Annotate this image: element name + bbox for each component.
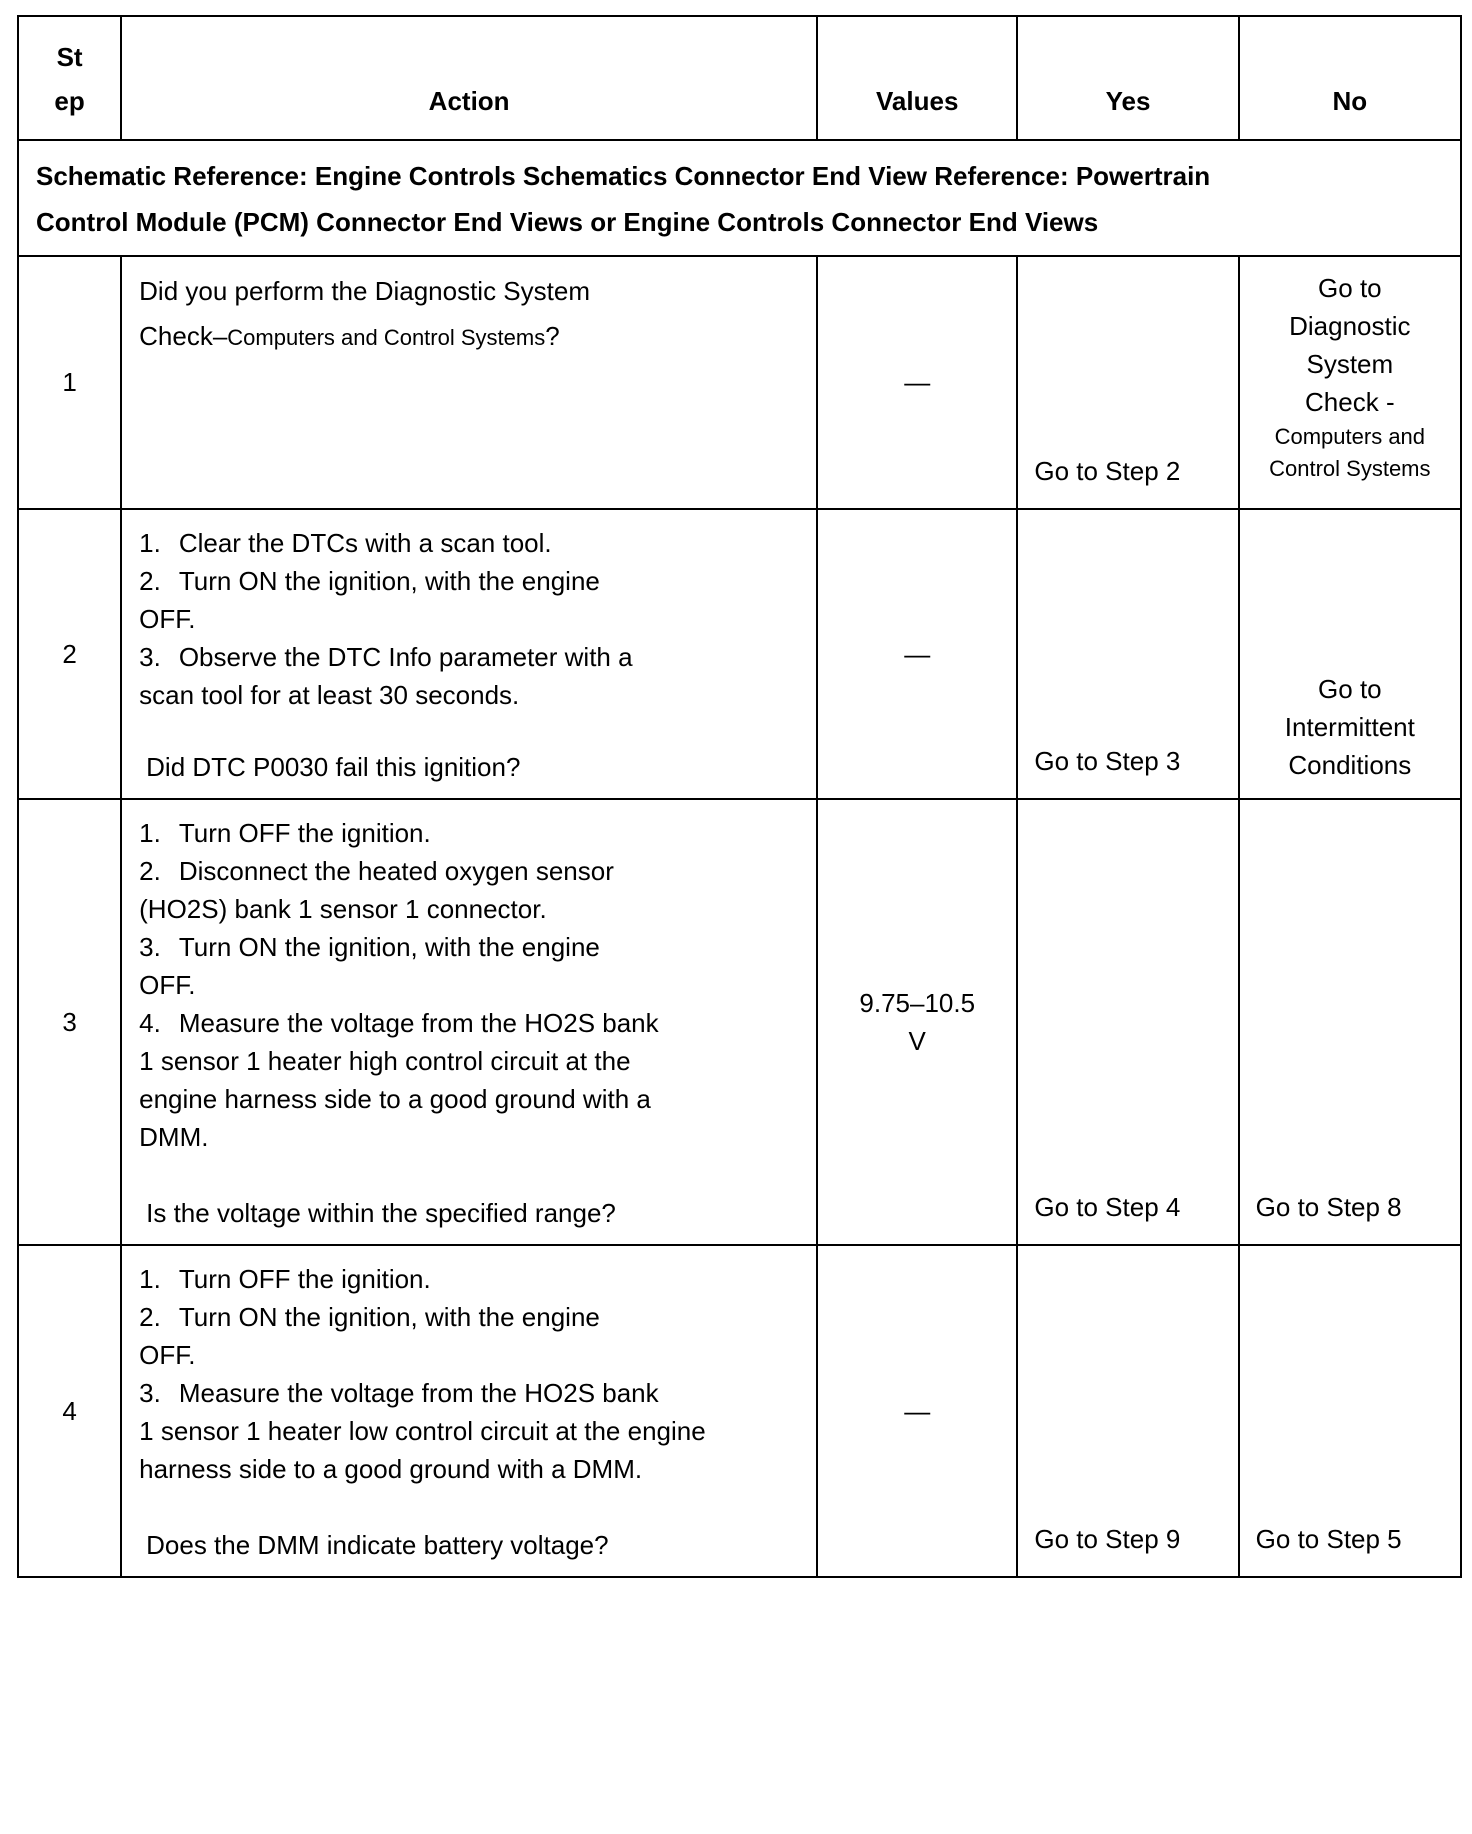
value-cell: — bbox=[817, 509, 1017, 799]
no-cell: Go to Diagnostic System Check - Computers and Control Systems bbox=[1239, 256, 1461, 509]
list-item: 4. Measure the voltage from the HO2S bank 1 sensor 1 heater high control circuit at the engine harness side to a good ground with a DMM. bbox=[139, 1008, 659, 1152]
list-item: 2. Turn ON the ignition, with the engine OFF. bbox=[139, 1302, 600, 1370]
action-cell bbox=[121, 256, 817, 509]
action-cell bbox=[121, 509, 817, 799]
list-item: 2. Disconnect the heated oxygen sensor (HO2S) bank 1 sensor 1 connector. bbox=[139, 856, 614, 924]
list-item: 3. Measure the voltage from the HO2S bank 1 sensor 1 heater low control circuit at the engine harness side to a good ground with a DMM. bbox=[139, 1378, 706, 1484]
header-yes: Yes bbox=[1017, 16, 1238, 140]
list-item: 1. Turn OFF the ignition. bbox=[139, 1264, 431, 1294]
no-cell: Go to Intermittent Conditions bbox=[1239, 509, 1461, 799]
value-cell: — bbox=[817, 256, 1017, 509]
header-step: St ep bbox=[18, 16, 121, 140]
list-item: 1. Clear the DTCs with a scan tool. bbox=[139, 528, 552, 558]
header-no: No bbox=[1239, 16, 1461, 140]
step-number: 1 bbox=[18, 256, 121, 509]
table-row bbox=[18, 799, 1461, 1245]
yes-cell: Go to Step 2 bbox=[1017, 256, 1238, 509]
diagnostic-table bbox=[17, 15, 1462, 1578]
yes-cell: Go to Step 3 bbox=[1017, 509, 1238, 799]
question-text: Does the DMM indicate battery voltage? bbox=[146, 1530, 609, 1560]
yes-cell: Go to Step 4 bbox=[1017, 799, 1238, 1245]
list-item: 3. Observe the DTC Info parameter with a scan tool for at least 30 seconds. bbox=[139, 642, 633, 710]
yes-cell: Go to Step 9 bbox=[1017, 1245, 1238, 1577]
no-cell: Go to Step 5 bbox=[1239, 1245, 1461, 1577]
question-text: Is the voltage within the specified range? bbox=[146, 1198, 616, 1228]
no-cell: Go to Step 8 bbox=[1239, 799, 1461, 1245]
header-values: Values bbox=[817, 16, 1017, 140]
question-text: Did DTC P0030 fail this ignition? bbox=[146, 752, 521, 782]
action-line: Did you perform the Diagnostic System bbox=[139, 276, 590, 306]
reference-row bbox=[18, 140, 1461, 256]
list-item: 3. Turn ON the ignition, with the engine OFF. bbox=[139, 932, 600, 1000]
header-action: Action bbox=[121, 16, 817, 140]
value-cell: — bbox=[817, 1245, 1017, 1577]
action-cell bbox=[121, 799, 817, 1245]
list-item: 1. Turn OFF the ignition. bbox=[139, 818, 431, 848]
header-row bbox=[18, 16, 1461, 140]
step-number: 3 bbox=[18, 799, 121, 1245]
schematic-reference: Schematic Reference: Engine Controls Schematics Connector End View Reference: Powertrain Control Module (PCM) Connector End Views or Engine Controls Connector End Views bbox=[18, 140, 1461, 256]
table-row bbox=[18, 509, 1461, 799]
action-cell bbox=[121, 1245, 817, 1577]
table-row bbox=[18, 1245, 1461, 1577]
step-number: 2 bbox=[18, 509, 121, 799]
action-line: Check–Computers and Control Systems? bbox=[139, 321, 560, 351]
value-cell: 9.75–10.5 V bbox=[817, 799, 1017, 1245]
table-row bbox=[18, 256, 1461, 509]
list-item: 2. Turn ON the ignition, with the engine OFF. bbox=[139, 566, 600, 634]
step-number: 4 bbox=[18, 1245, 121, 1577]
